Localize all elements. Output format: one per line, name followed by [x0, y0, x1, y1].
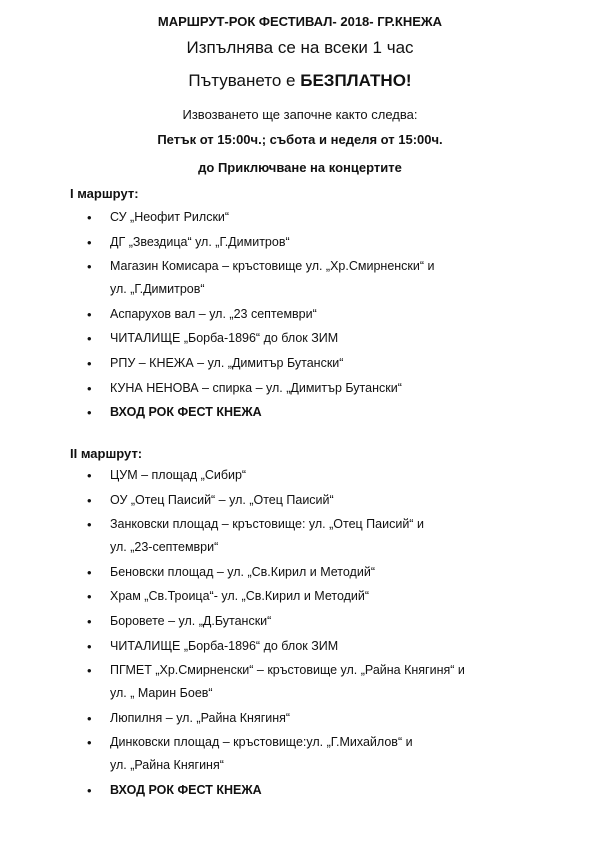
- stop-text: Боровете – ул. „Д.Бутански“: [110, 613, 272, 628]
- bullet-icon: •: [87, 380, 92, 396]
- route2-stop-list: [0, 467, 600, 807]
- list-item: [0, 516, 600, 556]
- route1-heading: I маршрут:: [70, 186, 139, 201]
- bullet-icon: •: [87, 306, 92, 322]
- stop-text-continued: ул. „23-септември“: [110, 540, 219, 555]
- stop-text: ЦУМ – площад „Сибир“: [110, 468, 247, 482]
- list-item: [0, 355, 600, 372]
- list-item: [0, 306, 600, 323]
- bullet-icon: •: [87, 331, 92, 347]
- stop-text: Храм „Св.Троица“- ул. „Св.Кирил и Методий“: [110, 589, 370, 604]
- bullet-icon: •: [87, 468, 92, 483]
- bullet-icon: •: [87, 564, 92, 580]
- list-item: [0, 613, 600, 630]
- stop-text: ВХОД РОК ФЕСТ КНЕЖА: [110, 782, 262, 797]
- document-title: МАРШРУТ-РОК ФЕСТИВАЛ- 2018- ГР.КНЕЖА: [157, 14, 443, 29]
- stop-text: ДГ „Звездица“ ул. „Г.Димитров“: [110, 234, 290, 249]
- bullet-icon: •: [87, 259, 92, 275]
- bullet-icon: •: [87, 355, 92, 371]
- bullet-icon: •: [87, 710, 92, 726]
- list-item: [0, 404, 600, 421]
- stop-text-continued: ул. „Райна Княгиня“: [110, 758, 224, 773]
- stop-text: Динковски площад – кръстовище:ул. „Г.Михайлов“ и: [110, 735, 413, 750]
- bullet-icon: •: [87, 210, 92, 225]
- stop-text: Магазин Комисара – кръстовище ул. „Хр.Смирненски“ и: [110, 259, 435, 274]
- stop-text: Занковски площад – кръстовище: ул. „Отец Паисий“ и: [110, 517, 424, 532]
- list-item: [0, 234, 600, 251]
- list-item: [0, 330, 600, 347]
- stop-text: Беновски площад – ул. „Св.Кирил и Методий“: [110, 564, 375, 579]
- stop-text: ВХОД РОК ФЕСТ КНЕЖА: [110, 405, 262, 420]
- stop-text: ОУ „Отец Паисий“ – ул. „Отец Паисий“: [110, 492, 334, 507]
- stop-text: ЧИТАЛИЩЕ „Борба-1896“ до блок ЗИМ: [110, 638, 339, 653]
- stop-text: РПУ – КНЕЖА – ул. „Димитър Бутански“: [110, 355, 344, 370]
- bullet-icon: •: [87, 589, 92, 605]
- route1-stop-list: [0, 209, 600, 429]
- list-item: [0, 492, 600, 509]
- list-item: [0, 467, 600, 484]
- start-info-line: Извозването ще започне както следва:: [182, 107, 418, 122]
- list-item: [0, 380, 600, 397]
- stop-text: ЧИТАЛИЩЕ „Борба-1896“ до блок ЗИМ: [110, 331, 339, 346]
- list-item: [0, 209, 600, 226]
- free-travel-line: [0, 71, 600, 91]
- list-item: [0, 258, 600, 298]
- stop-text-continued: ул. „Г.Димитров“: [110, 282, 205, 297]
- bullet-icon: •: [87, 234, 92, 250]
- bullet-icon: •: [87, 638, 92, 654]
- free-travel-prefix: Пътуването е: [188, 71, 296, 90]
- bullet-icon: •: [87, 517, 92, 533]
- list-item: [0, 782, 600, 799]
- list-item: [0, 638, 600, 655]
- bullet-icon: •: [87, 782, 92, 798]
- bullet-icon: •: [87, 492, 92, 508]
- bullet-icon: •: [87, 735, 92, 751]
- schedule-line: Петък от 15:00ч.; събота и неделя от 15:00ч.: [157, 132, 443, 147]
- stop-text: Люпилня – ул. „Райна Княгиня“: [110, 710, 291, 725]
- list-item: [0, 588, 600, 605]
- list-item: [0, 710, 600, 727]
- until-line: до Приключване на концертите: [198, 160, 402, 175]
- bullet-icon: •: [87, 663, 92, 679]
- bullet-icon: •: [87, 405, 92, 421]
- stop-text-continued: ул. „ Марин Боев“: [110, 686, 213, 701]
- bullet-icon: •: [87, 613, 92, 629]
- stop-text: СУ „Неофит Рилски“: [110, 210, 230, 224]
- stop-text: КУНА НЕНОВА – спирка – ул. „Димитър Бутански“: [110, 380, 402, 395]
- free-travel-emphasis: БЕЗПЛАТНО!: [300, 71, 412, 90]
- stop-text: Аспарухов вал – ул. „23 септември“: [110, 306, 317, 321]
- list-item: [0, 734, 600, 774]
- list-item: [0, 662, 600, 702]
- route2-heading: II маршрут:: [70, 446, 143, 461]
- list-item: [0, 564, 600, 581]
- frequency-line: Изпълнява се на всеки 1 час: [186, 38, 414, 57]
- stop-text: ПГМЕТ „Хр.Смирненски“ – кръстовище ул. „Райна Княгиня“ и: [110, 663, 465, 678]
